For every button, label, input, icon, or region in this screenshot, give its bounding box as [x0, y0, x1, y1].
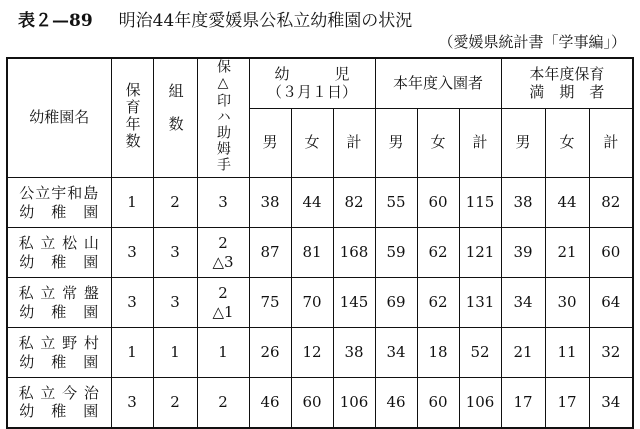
cell-enr-f: 62: [417, 278, 459, 328]
cell-inf-f: 81: [291, 228, 333, 278]
header-graduates: 本年度保育 満 期 者: [501, 58, 633, 108]
cell-grd-f: 21: [545, 228, 589, 278]
cell-inf-m: 38: [249, 178, 291, 228]
cell-classes: 3: [153, 228, 197, 278]
cell-enr-t: 131: [459, 278, 501, 328]
cell-classes: 1: [153, 328, 197, 378]
cell-enr-m: 59: [375, 228, 417, 278]
cell-assistants: 3: [197, 178, 249, 228]
row-name: 私 立 松 山 幼 稚 園: [7, 228, 111, 278]
table-title: [18, 6, 412, 31]
cell-grd-m: 38: [501, 178, 545, 228]
table-caption: 明治44年度愛媛県公私立幼稚園の状況: [118, 11, 413, 31]
cell-years: 3: [111, 378, 153, 428]
cell-inf-t: 82: [333, 178, 375, 228]
cell-grd-m: 34: [501, 278, 545, 328]
cell-enr-f: 60: [417, 378, 459, 428]
header-female: 女: [291, 108, 333, 177]
cell-inf-m: 46: [249, 378, 291, 428]
cell-classes: 2: [153, 378, 197, 428]
cell-grd-f: 17: [545, 378, 589, 428]
cell-enr-t: 115: [459, 178, 501, 228]
cell-enr-t: 52: [459, 328, 501, 378]
cell-inf-f: 60: [291, 378, 333, 428]
header-male: 男: [375, 108, 417, 177]
table-number: 表２—89: [18, 11, 93, 31]
cell-inf-f: 12: [291, 328, 333, 378]
header-classes: 組数: [153, 58, 197, 178]
header-female: 女: [417, 108, 459, 177]
cell-inf-f: 70: [291, 278, 333, 328]
table-row: [7, 178, 633, 228]
cell-grd-m: 39: [501, 228, 545, 278]
table-row: [7, 378, 633, 428]
kindergarten-table: [6, 57, 634, 429]
cell-years: 3: [111, 228, 153, 278]
cell-inf-t: 145: [333, 278, 375, 328]
cell-grd-t: 32: [589, 328, 633, 378]
header-name: 幼稚園名: [7, 58, 111, 178]
cell-classes: 3: [153, 278, 197, 328]
table-row: [7, 228, 633, 278]
header-enrolled: 本年度入園者: [375, 58, 501, 108]
header-years: 保育年数: [111, 58, 153, 178]
cell-assistants: 2 △3: [197, 228, 249, 278]
cell-grd-t: 64: [589, 278, 633, 328]
cell-enr-m: 69: [375, 278, 417, 328]
cell-grd-f: 44: [545, 178, 589, 228]
cell-years: 1: [111, 328, 153, 378]
cell-assistants: 1: [197, 328, 249, 378]
cell-inf-m: 87: [249, 228, 291, 278]
cell-years: 3: [111, 278, 153, 328]
cell-enr-t: 121: [459, 228, 501, 278]
cell-enr-f: 62: [417, 228, 459, 278]
cell-classes: 2: [153, 178, 197, 228]
cell-inf-f: 44: [291, 178, 333, 228]
header-total: 計: [459, 108, 501, 177]
table-row: [7, 328, 633, 378]
header-total: 計: [333, 108, 375, 177]
cell-enr-m: 55: [375, 178, 417, 228]
cell-grd-t: 60: [589, 228, 633, 278]
cell-assistants: 2: [197, 378, 249, 428]
header-total: 計: [589, 108, 633, 177]
cell-years: 1: [111, 178, 153, 228]
cell-enr-t: 106: [459, 378, 501, 428]
header-assistants: 保△印ハ助姆手: [197, 58, 249, 178]
row-name: 私 立 常 盤 幼 稚 園: [7, 278, 111, 328]
cell-assistants: 2 △1: [197, 278, 249, 328]
cell-grd-f: 11: [545, 328, 589, 378]
cell-enr-f: 18: [417, 328, 459, 378]
header-male: 男: [249, 108, 291, 177]
cell-inf-t: 38: [333, 328, 375, 378]
cell-inf-m: 75: [249, 278, 291, 328]
header-infants: 幼 児 （３月１日）: [249, 58, 375, 108]
source-note: （愛媛県統計書「学事編」）: [438, 33, 626, 51]
cell-enr-f: 60: [417, 178, 459, 228]
row-name: 私 立 野 村 幼 稚 園: [7, 328, 111, 378]
cell-enr-m: 46: [375, 378, 417, 428]
cell-inf-m: 26: [249, 328, 291, 378]
row-name: 公立宇和島 幼 稚 園: [7, 178, 111, 228]
table-row: [7, 278, 633, 328]
cell-grd-t: 34: [589, 378, 633, 428]
cell-grd-f: 30: [545, 278, 589, 328]
row-name: 私 立 今 治 幼 稚 園: [7, 378, 111, 428]
cell-grd-m: 17: [501, 378, 545, 428]
cell-grd-m: 21: [501, 328, 545, 378]
header-male: 男: [501, 108, 545, 177]
cell-enr-m: 34: [375, 328, 417, 378]
cell-inf-t: 106: [333, 378, 375, 428]
cell-inf-t: 168: [333, 228, 375, 278]
cell-grd-t: 82: [589, 178, 633, 228]
header-female: 女: [545, 108, 589, 177]
